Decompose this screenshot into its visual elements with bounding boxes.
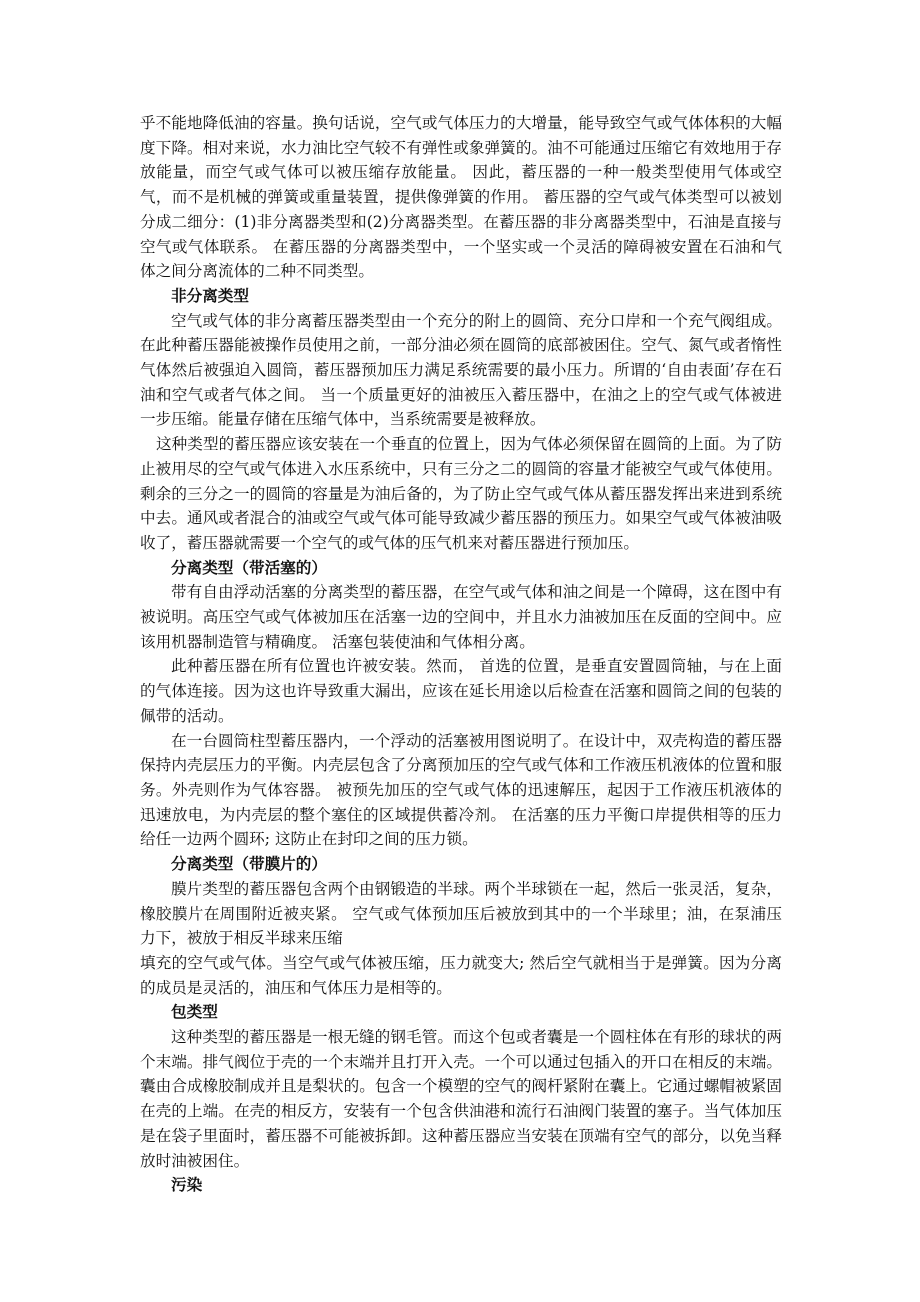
paragraph-non-separator-2: 这种类型的蓄压器应该安装在一个垂直的位置上，因为气体必须保留在圆筒的上面。为了防止被用尽的空气或气体进入水压系统中，只有三分之二的圆筒的容量才能被空气或气体使用。剩余的三分之一的圆筒的容量是为油后备的，为了防止空气或气体从蓄压器发挥出来进到系统中去。通风或者混合的油或空气或气体可能导致减少蓄压器的预压力。如果空气或气体被油吸收了，蓄压器就需要一个空气的或气体的压气机来对蓄压器进行预加压。 bbox=[140, 435, 782, 552]
paragraph-intro: 乎不能地降低油的容量。换句话说，空气或气体压力的大增量，能导致空气或气体体积的大幅度下降。相对来说，水力油比空气较不有弹性或象弹簧的。油不可能通过压缩它有效地用于存放能量，而空气或气体可以被压缩存放能量。 因此，蓄压器的一种一般类型使用气体或空气，而不是机械的弹簧或重量装置，提供像弹簧的作用。 蓄压器的空气或气体类型可以被划分成二细分：(1)非分离器类型和(2)分离器类型。在蓄压器的非分离器类型中，石油是直接与空气或气体联系。 在蓄压器的分离器类型中，一个坚实或一个灵活的障碍被安置在石油和气体之间分离流体的二种不同类型。 bbox=[140, 114, 782, 281]
section-heading-non-separator: 非分离类型 bbox=[171, 286, 249, 305]
paragraph-piston-2: 此种蓄压器在所有位置也许被安装。然而， 首选的位置，是垂直安置圆筒轴，与在上面的气体连接。因为这也许导致重大漏出，应该在延长用途以后检查在活塞和圆筒之间的包装的佩带的活动。 bbox=[140, 657, 782, 725]
paragraph-piston-3: 在一台圆筒柱型蓄压器内，一个浮动的活塞被用图说明了。在设计中，双壳构造的蓄压器保持内壳层压力的平衡。内壳层包含了分离预加压的空气或气体和工作液压机液体的位置和服务。外壳则作为气体容器。 被预先加压的空气或气体的迅速解压，起因于工作液压机液体的迅速放电，为内壳层的整个塞住的区域提供蓄冷剂。 在活塞的压力平衡口岸提供相等的压力给任一边两个圆环; 这防止在封印之间的压力锁。 bbox=[140, 731, 782, 849]
section-heading-piston: 分离类型（带活塞的） bbox=[171, 558, 327, 577]
section-heading-diaphragm: 分离类型（带膜片的） bbox=[171, 855, 327, 874]
paragraph-bag: 这种类型的蓄压器是一根无缝的钢毛管。而这个包或者囊是一个圆柱体在有形的球状的两个末端。排气阀位于壳的一个末端并且打开入壳。一个可以通过包插入的开口在相反的末端。囊由合成橡胶制成并且是梨状的。包含一个模塑的空气的阀杆紧附在囊上。它通过螺帽被紧固在壳的上端。在壳的相反方，安装有一个包含供油港和流行石油阀门装置的塞子。当气体加压是在袋子里面时，蓄压器不可能被拆卸。这种蓄压器应当安装在顶端有空气的部分，以免当释放时油被困住。 bbox=[140, 1028, 782, 1170]
paragraph-diaphragm-2: 填充的空气或气体。当空气或气体被压缩，压力就变大; 然后空气就相当于是弹簧。因为分离的成员是灵活的，油压和气体压力是相等的。 bbox=[140, 953, 782, 997]
paragraph-diaphragm-1: 膜片类型的蓄压器包含两个由钢锻造的半球。两个半球锁在一起，然后一张灵活，复杂，橡胶膜片在周围附近被夹紧。 空气或气体预加压后被放到其中的一个半球里；油，在泵浦压力下，被放于相反半球来压缩 bbox=[140, 879, 782, 948]
section-heading-contamination: 污染 bbox=[171, 1176, 203, 1195]
paragraph-non-separator-1: 空气或气体的非分离蓄压器类型由一个充分的附上的圆筒、充分口岸和一个充气阀组成。在此种蓄压器能被操作员使用之前，一部分油必须在圆筒的底部被困住。空气、氮气或者惰性气体然后被强迫入圆筒，蓄压器预加压力满足系统需要的最小压力。所谓的‘自由表面’存在石油和空气或者气体之间。 当一个质量更好的油被压入蓄压器中，在油之上的空气或气体被进一步压缩。能量存储在压缩气体中，当系统需要是被释放。 bbox=[140, 311, 782, 429]
document-body bbox=[140, 111, 782, 1198]
section-heading-bag: 包类型 bbox=[171, 1003, 218, 1022]
paragraph-piston-1: 带有自由浮动活塞的分离类型的蓄压器，在空气或气体和油之间是一个障碍，这在图中有被说明。高压空气或气体被加压在活塞一边的空间中，并且水力油被加压在反面的空间中。应该用机器制造管与精确度。 活塞包装使油和气体相分离。 bbox=[140, 583, 782, 651]
